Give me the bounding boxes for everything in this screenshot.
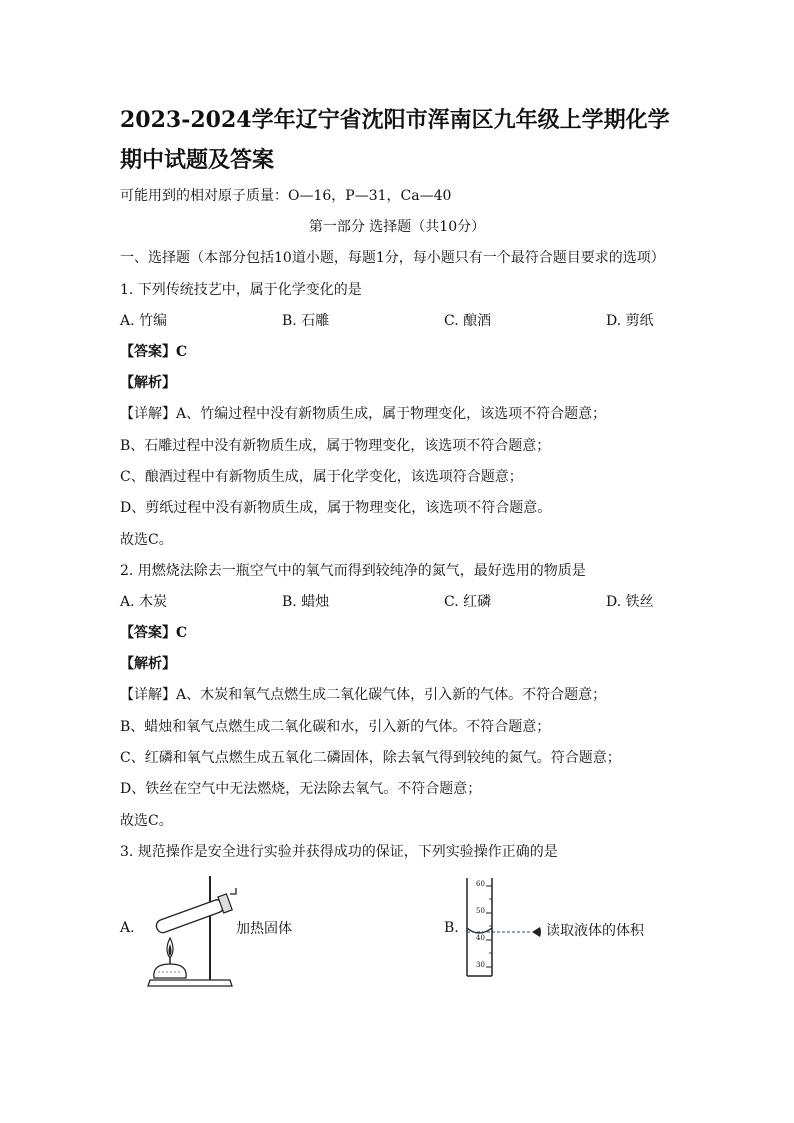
- q1-option-c: C. 酿酒: [444, 313, 492, 329]
- heating-apparatus-figure: [140, 872, 240, 992]
- q2-detail-a: 【详解】A、木炭和氧气点燃生成二氧化碳气体，引入新的气体。不符合题意；: [120, 687, 607, 703]
- q1-option-a: A. 竹编: [120, 313, 168, 329]
- cylinder-tick-30: 30: [476, 961, 485, 969]
- q1-option-b: B. 石雕: [282, 313, 330, 329]
- cylinder-tick-40: 40: [476, 934, 485, 942]
- section-heading: 一、选择题（本部分包括10道小题，每题1分，每小题只有一个最符合题目要求的选项）: [120, 250, 665, 266]
- q3-option-b-letter: B.: [444, 920, 459, 936]
- q2-analysis-label: 【解析】: [120, 656, 176, 672]
- q3-option-a-caption: 加热固体: [236, 921, 292, 937]
- q2-option-b: B. 蜡烛: [282, 594, 330, 610]
- q1-conclusion: 故选C。: [120, 532, 173, 548]
- document-title: 2023-2024学年辽宁省沈阳市浑南区九年级上学期化学期中试题及答案: [120, 107, 670, 173]
- cylinder-tick-60: 60: [476, 880, 485, 888]
- q2-option-a: A. 木炭: [120, 594, 168, 610]
- q2-detail-d: D、铁丝在空气中无法燃烧，无法除去氧气。不符合题意；: [120, 781, 482, 797]
- q1-answer: 【答案】C: [120, 344, 188, 360]
- q2-conclusion: 故选C。: [120, 813, 173, 829]
- part-heading: 第一部分 选择题（共10分）: [308, 219, 486, 235]
- q2-option-d: D. 铁丝: [606, 594, 654, 610]
- q2-detail-b: B、蜡烛和氧气点燃生成二氧化碳和水，引入新的气体。不符合题意；: [120, 719, 551, 735]
- q2-detail-c: C、红磷和氧气点燃生成五氧化二磷固体，除去氧气得到较纯的氮气。符合题意；: [120, 750, 621, 766]
- q1-detail-d: D、剪纸过程中没有新物质生成，属于物理变化，该选项不符合题意。: [120, 500, 552, 516]
- q3-option-b-caption: 读取液体的体积: [546, 923, 644, 939]
- graduated-cylinder-figure: [462, 876, 542, 978]
- q3-stem: 3. 规范操作是安全进行实验并获得成功的保证，下列实验操作正确的是: [120, 844, 558, 860]
- q3-option-a-letter: A.: [120, 920, 135, 936]
- q2-option-c: C. 红磷: [444, 594, 492, 610]
- cylinder-tick-50: 50: [476, 907, 485, 915]
- q1-stem: 1. 下列传统技艺中，属于化学变化的是: [120, 282, 362, 298]
- q1-detail-a: 【详解】A、竹编过程中没有新物质生成，属于物理变化，该选项不符合题意；: [120, 406, 607, 422]
- q1-detail-b: B、石雕过程中没有新物质生成，属于物理变化，该选项不符合题意；: [120, 438, 551, 454]
- q2-answer: 【答案】C: [120, 625, 188, 641]
- q1-analysis-label: 【解析】: [120, 375, 176, 391]
- q2-stem: 2. 用燃烧法除去一瓶空气中的氧气而得到较纯净的氮气，最好选用的物质是: [120, 563, 586, 579]
- atomic-mass-note: 可能用到的相对原子质量：O—16，P—31，Ca—40: [120, 188, 452, 204]
- q1-option-d: D. 剪纸: [606, 313, 654, 329]
- q1-detail-c: C、酿酒过程中有新物质生成，属于化学变化，该选项符合题意；: [120, 469, 523, 485]
